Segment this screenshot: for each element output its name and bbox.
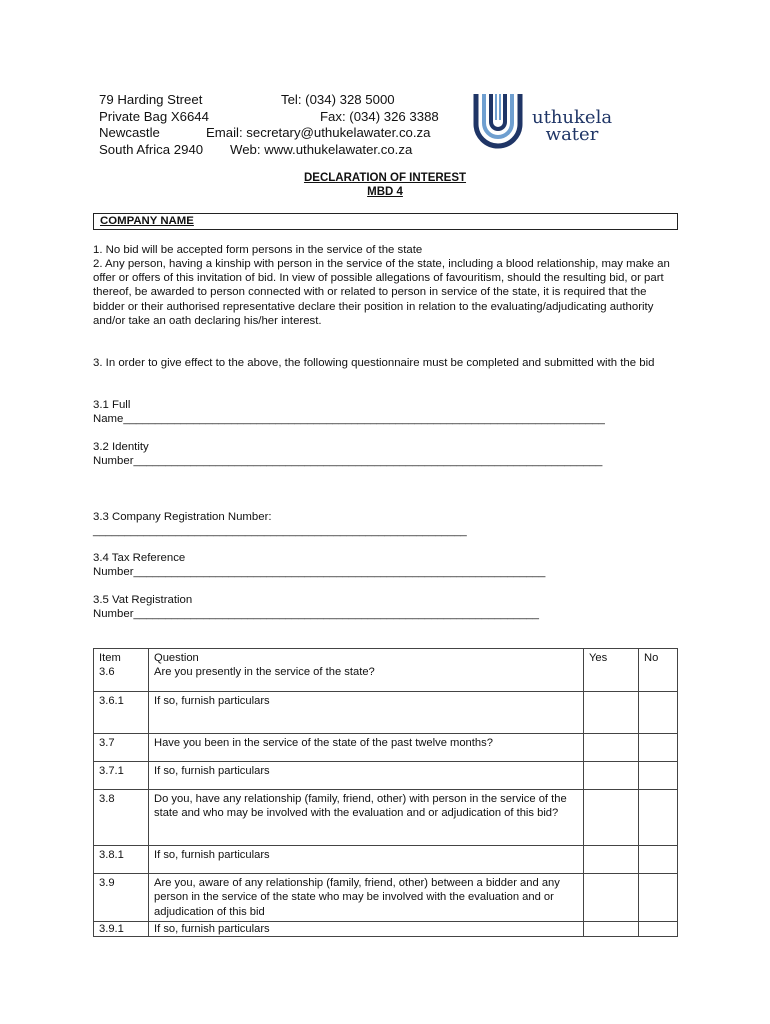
item-cell: 3.9 <box>94 874 149 922</box>
question-cell: If so, furnish particulars <box>149 762 584 790</box>
document-subtitle: MBD 4 <box>367 186 403 198</box>
table-row <box>94 874 678 922</box>
yes-cell[interactable] <box>584 692 639 734</box>
yes-cell[interactable] <box>584 649 639 692</box>
question-cell: Are you, aware of any relationship (family, friend, other) between a bidder and any person in the service of the state who may be involved with the evaluation and or adjudication of this bid <box>149 874 584 922</box>
no-cell[interactable] <box>639 734 678 762</box>
paragraph-2: 2. Any person, having a kinship with person in the service of the state, including a blood relationship, may make an offer or offers of this invitation of bid. In view of possible allegations of favouritism, should the resulting bid, or part thereof, be awarded to person connected with or related to person in service of the state, it is required that the bidder or their authorised representative declare their position in relation to the evaluating/adjudicating authority and/or take an oath declaring his/her interest. <box>93 258 670 327</box>
question-cell: Have you been in the service of the state of the past twelve months? <box>149 734 584 762</box>
logo-wordmark <box>532 109 612 143</box>
tax-reference-label: 3.4 Tax Reference <box>93 552 186 564</box>
yes-header: Yes <box>589 652 608 664</box>
company-name-label: COMPANY NAME <box>100 215 194 227</box>
table-row <box>94 734 678 762</box>
table-row <box>94 692 678 734</box>
table-row <box>94 846 678 874</box>
identity-label: 3.2 Identity <box>93 441 149 453</box>
address-line1: 79 Harding Street <box>99 92 203 107</box>
address-line2: Private Bag X6644 <box>99 108 209 124</box>
address-city: Newcastle <box>99 125 160 140</box>
website: Web: www.uthukelawater.co.za <box>230 141 413 157</box>
no-cell[interactable] <box>639 692 678 734</box>
company-registration-label: 3.3 Company Registration Number: <box>93 511 272 523</box>
table-row <box>94 649 678 692</box>
no-cell[interactable] <box>639 874 678 922</box>
table-row <box>94 921 678 936</box>
yes-cell[interactable] <box>584 762 639 790</box>
no-cell[interactable] <box>639 790 678 846</box>
no-cell[interactable] <box>639 846 678 874</box>
full-name-label: 3.1 Full <box>93 399 131 411</box>
item-cell: 3.7.1 <box>94 762 149 790</box>
telephone: Tel: (034) 328 5000 <box>281 92 395 107</box>
question-cell: If so, furnish particulars <box>149 846 584 874</box>
item-cell: 3.6.1 <box>94 692 149 734</box>
vat-registration-field[interactable]: Number________________________________________________________________ <box>93 608 539 620</box>
item-cell <box>94 649 149 692</box>
item-cell: 3.9.1 <box>94 921 149 936</box>
uthukela-logo-icon <box>470 90 526 154</box>
paragraph-1: 1. No bid will be accepted form persons in the service of the state <box>93 244 423 256</box>
vat-registration-label: 3.5 Vat Registration <box>93 594 193 606</box>
yes-cell[interactable] <box>584 790 639 846</box>
question-cell: If so, furnish particulars <box>149 921 584 936</box>
item-cell: 3.7 <box>94 734 149 762</box>
fax: Fax: (034) 326 3388 <box>320 108 439 124</box>
yes-cell[interactable] <box>584 874 639 922</box>
yes-cell[interactable] <box>584 921 639 936</box>
identity-number-field[interactable]: Number__________________________________________________________________________ <box>93 455 603 467</box>
email: Email: secretary@uthukelawater.co.za <box>206 125 431 140</box>
question-cell: Do you, have any relationship (family, friend, other) with person in the service of the state and who may be involved with the evaluation and or adjudication of this bid? <box>149 790 584 846</box>
question-cell <box>149 649 584 692</box>
full-name-field[interactable]: Name____________________________________________________________________________ <box>93 413 605 425</box>
logo-line1: uthukela <box>532 107 613 128</box>
no-cell[interactable] <box>639 649 678 692</box>
address-country: South Africa 2940 <box>99 141 204 157</box>
tax-reference-field[interactable]: Number_________________________________________________________________ <box>93 566 546 578</box>
question-cell: If so, furnish particulars <box>149 692 584 734</box>
paragraph-3: 3. In order to give effect to the above, the following questionnaire must be completed and submitted with the bid <box>93 357 655 369</box>
no-cell[interactable] <box>639 762 678 790</box>
yes-cell[interactable] <box>584 734 639 762</box>
item-header: Item <box>99 652 121 664</box>
item-cell: 3.8 <box>94 790 149 846</box>
yes-cell[interactable] <box>584 846 639 874</box>
item-cell: 3.8.1 <box>94 846 149 874</box>
no-header: No <box>644 652 659 664</box>
question-text: Are you presently in the service of the state? <box>154 666 375 679</box>
company-name-box[interactable] <box>93 213 678 230</box>
table-row <box>94 762 678 790</box>
logo-line2: water <box>545 124 599 145</box>
company-registration-field[interactable]: ___________________________________________________________ <box>93 525 467 537</box>
questionnaire-table <box>93 648 678 937</box>
item-number: 3.6 <box>99 666 115 679</box>
document-title: DECLARATION OF INTEREST <box>303 172 467 184</box>
question-header: Question <box>154 652 199 664</box>
no-cell[interactable] <box>639 921 678 936</box>
table-row <box>94 790 678 846</box>
